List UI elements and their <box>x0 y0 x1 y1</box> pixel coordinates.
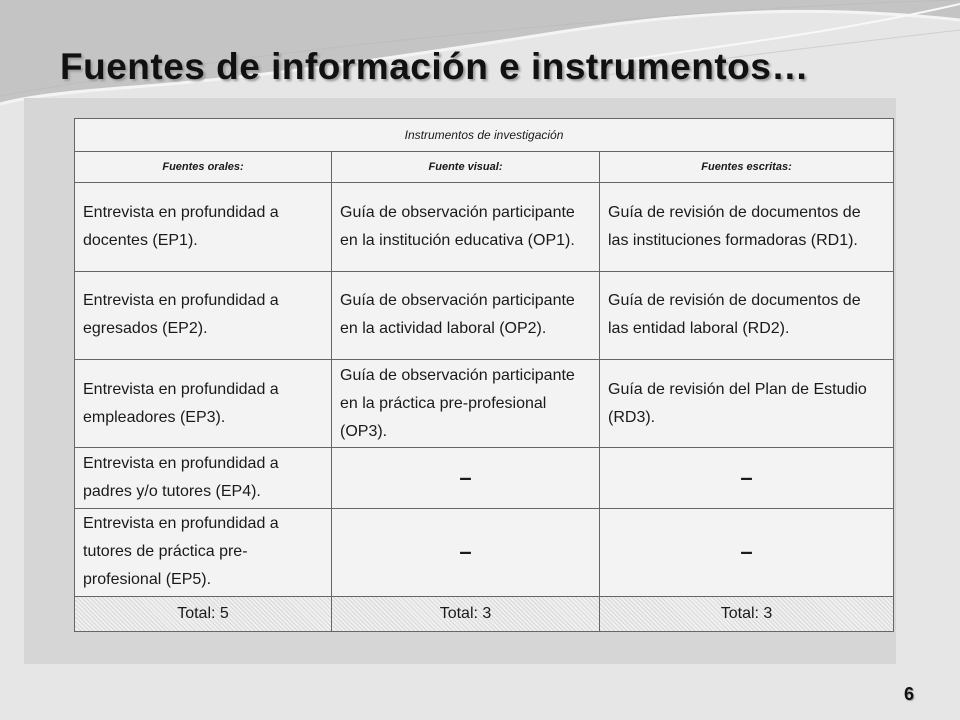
table-cell: Entrevista en profundidad a egresados (EP2). <box>75 271 332 359</box>
header-visual-source: Fuente visual: <box>332 152 600 183</box>
table-cell: Entrevista en profundidad a padres y/o tutores (EP4). <box>75 448 332 508</box>
table-cell: Guía de observación participante en la actividad laboral (OP2). <box>332 271 600 359</box>
table-row <box>75 271 894 359</box>
table-row <box>75 359 894 447</box>
table-cell: Entrevista en profundidad a empleadores (EP3). <box>75 359 332 447</box>
table-cell-empty: – <box>332 508 600 596</box>
totals-row <box>75 596 894 631</box>
total-written: Total: 3 <box>600 596 894 631</box>
table-cell: Guía de observación participante en la práctica pre-profesional (OP3). <box>332 359 600 447</box>
table-header-row <box>75 152 894 183</box>
table-cell-empty: – <box>600 508 894 596</box>
slide-title: Fuentes de información e instrumentos… <box>60 46 809 87</box>
header-written-sources: Fuentes escritas: <box>600 152 894 183</box>
total-oral: Total: 5 <box>75 596 332 631</box>
table-row <box>75 448 894 508</box>
table-row <box>75 508 894 596</box>
header-oral-sources: Fuentes orales: <box>75 152 332 183</box>
table-cell: Guía de revisión de documentos de las entidad laboral (RD2). <box>600 271 894 359</box>
table-cell: Guía de revisión de documentos de las instituciones formadoras (RD1). <box>600 183 894 271</box>
table-cell: Entrevista en profundidad a tutores de práctica pre-profesional (EP5). <box>75 508 332 596</box>
table-cell-empty: – <box>600 448 894 508</box>
table-cell-empty: – <box>332 448 600 508</box>
table-caption-row <box>75 119 894 152</box>
table-row <box>75 183 894 271</box>
table-caption: Instrumentos de investigación <box>75 119 894 152</box>
table-cell: Entrevista en profundidad a docentes (EP1). <box>75 183 332 271</box>
page-number: 6 <box>903 684 914 704</box>
table-cell: Guía de revisión del Plan de Estudio (RD3). <box>600 359 894 447</box>
table-cell: Guía de observación participante en la institución educativa (OP1). <box>332 183 600 271</box>
instruments-table <box>74 118 894 632</box>
total-visual: Total: 3 <box>332 596 600 631</box>
